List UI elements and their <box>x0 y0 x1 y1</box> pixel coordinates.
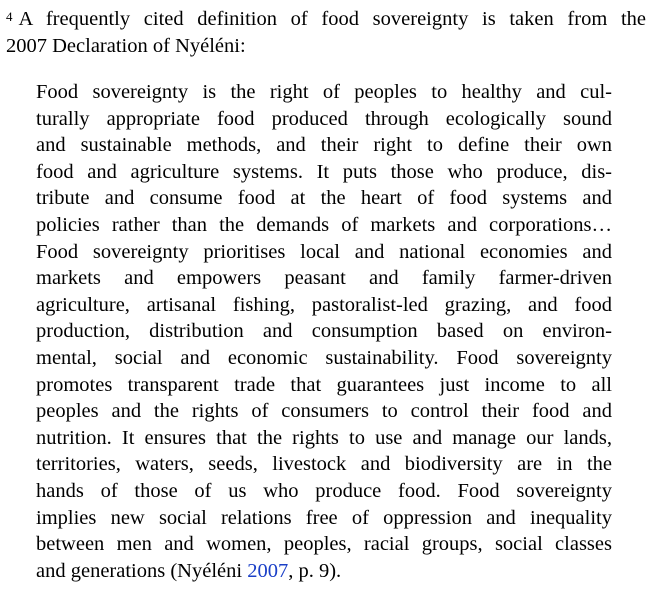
intro-line-1 <box>6 6 646 33</box>
quote-line: markets and empowers peasant and family farmer-driven <box>36 267 612 290</box>
quote-line: and sustainable methods, and their right to define their own <box>36 134 612 157</box>
quote-line: implies new social relations free of oppression and inequality <box>36 506 612 529</box>
intro-line-2: 2007 Declaration of Nyéléni: <box>6 34 246 57</box>
intro-text-1: A frequently cited definition of food sovereignty is taken from the <box>18 8 646 30</box>
quote-line: tribute and consume food at the heart of food systems and <box>36 187 612 210</box>
block-quote <box>36 79 612 584</box>
quote-line: Food sovereignty prioritises local and national economies and <box>36 240 612 263</box>
quote-line: nutrition. It ensures that the rights to use and manage our lands, <box>36 426 612 449</box>
quote-line: hands of those of us who produce food. Food sovereignty <box>36 479 612 502</box>
quote-line: mental, social and economic sustainability. Food sovereignty <box>36 346 612 369</box>
footnote-intro <box>6 6 646 59</box>
citation-link[interactable]: 2007 <box>247 559 289 582</box>
footnote-marker: 4 <box>6 9 13 24</box>
quote-line: policies rather than the demands of markets and corporations… <box>36 213 612 236</box>
quote-line: food and agriculture systems. It puts those who produce, dis- <box>36 160 612 183</box>
quote-line: agriculture, artisanal fishing, pastoralist-led grazing, and food <box>36 293 612 316</box>
quote-last-line <box>36 558 612 585</box>
quote-last-tail: , p. 9). <box>288 559 342 582</box>
quote-line: Food sovereignty is the right of peoples to healthy and cul- <box>36 81 612 103</box>
quote-last-text: and generations (Nyéléni <box>36 559 248 582</box>
quote-line: peoples and the rights of consumers to control their food and <box>36 400 612 423</box>
quote-line: territories, waters, seeds, livestock and biodiversity are in the <box>36 453 612 476</box>
quote-line: production, distribution and consumption based on environ- <box>36 320 612 343</box>
quote-line: between men and women, peoples, racial groups, social classes <box>36 533 612 556</box>
quote-line: promotes transparent trade that guarantees just income to all <box>36 373 612 396</box>
quote-line: turally appropriate food produced through ecologically sound <box>36 107 612 130</box>
